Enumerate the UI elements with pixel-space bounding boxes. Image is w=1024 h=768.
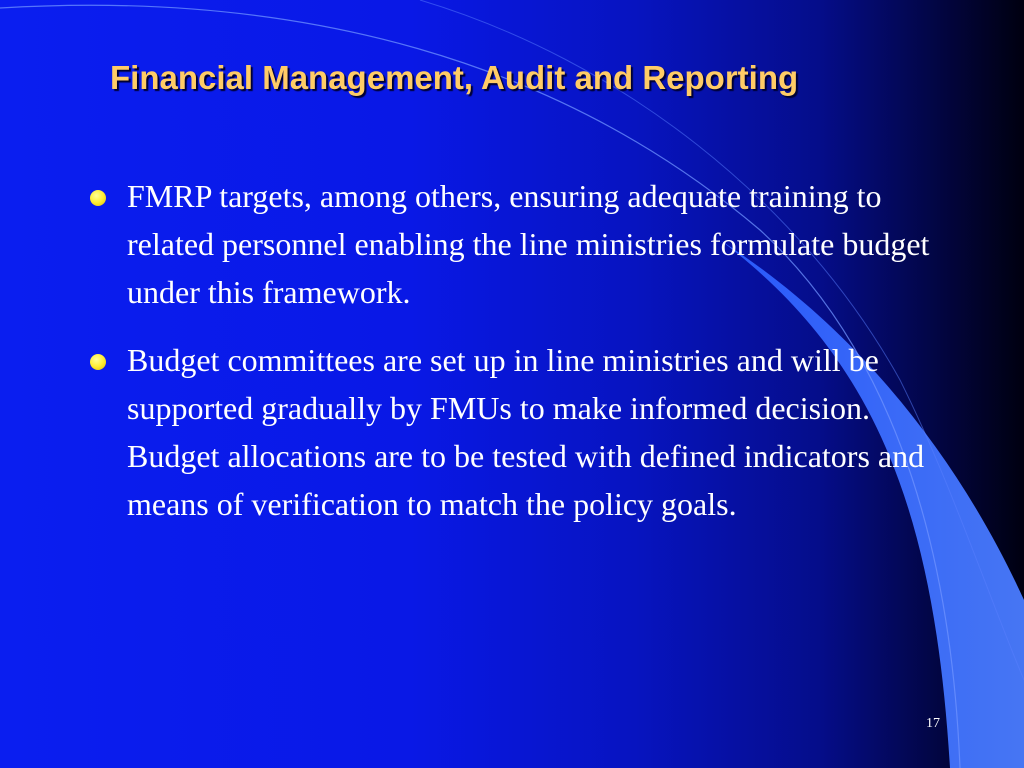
slide-title: Financial Management, Audit and Reporting (110, 59, 799, 96)
bullet-text: Budget committees are set up in line ministries and will be supported gradually by FMUs to make informed decision. Budget allocations are to be tested with defined indicators and means of verification to match the policy goals. (127, 342, 925, 522)
bullet-item (90, 172, 940, 316)
bullet-item (90, 336, 940, 528)
bullet-list (90, 172, 940, 548)
bullet-text: FMRP targets, among others, ensuring adequate training to related personnel enabling the line ministries formulate budget under this framework. (127, 178, 930, 310)
bullet-dot-icon (90, 354, 106, 370)
bullet-dot-icon (90, 190, 106, 206)
page-number: 17 (926, 716, 940, 731)
